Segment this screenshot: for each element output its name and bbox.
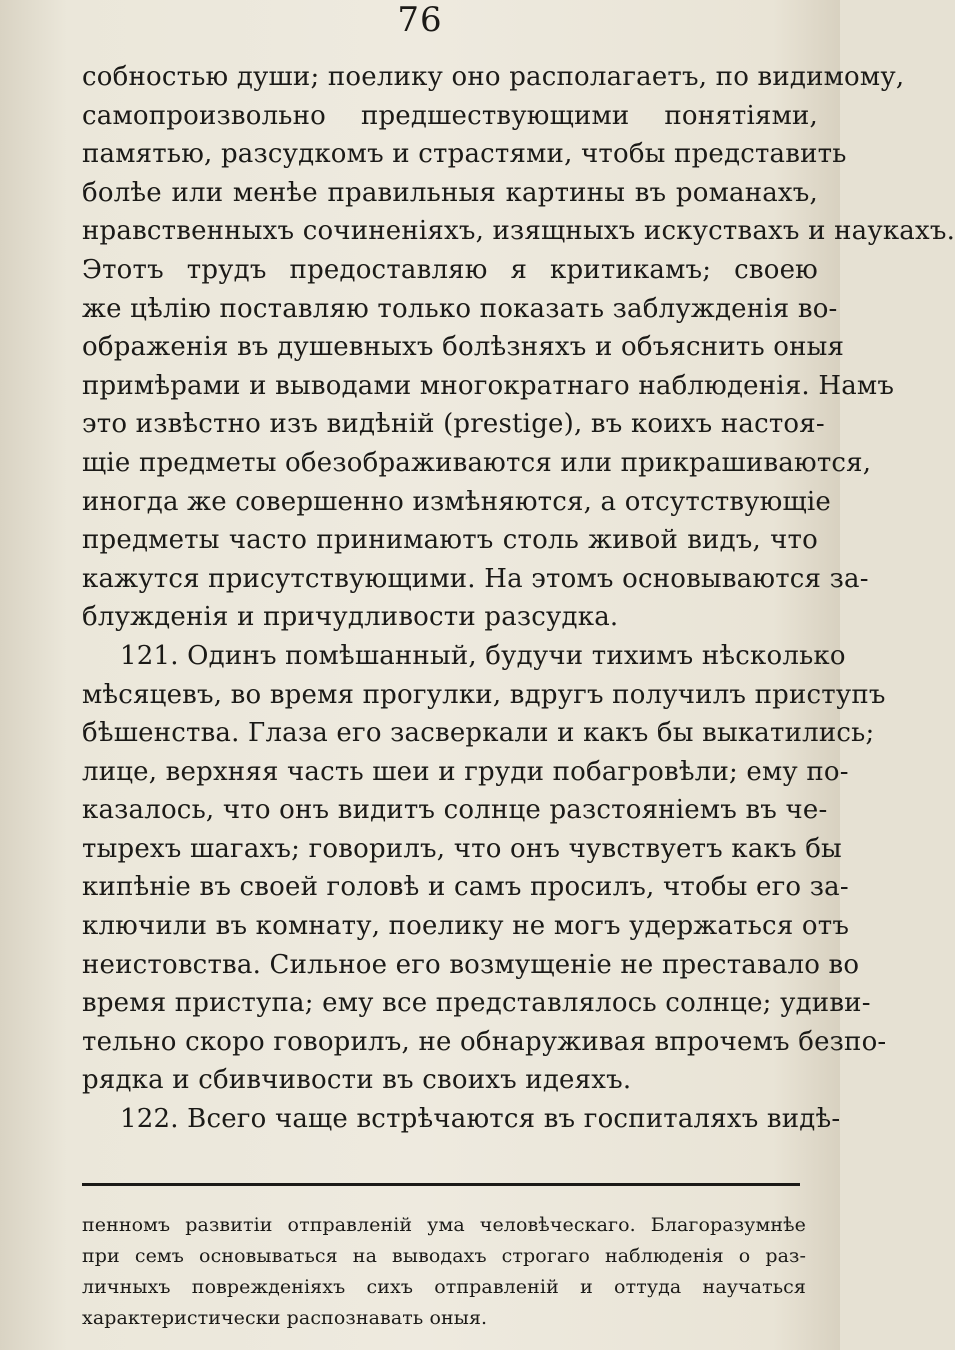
text-line: же цѣлію поставляю только показать заблужденія во- [82, 293, 838, 324]
text-line: памятью, разсудкомъ и страстями, чтобы представить [82, 139, 847, 170]
footnote-line: при семъ основываться на выводахъ строгаго наблюденія о раз- [82, 1245, 806, 1267]
text-line: тельно скоро говорилъ, не обнаруживая впрочемъ безпо- [82, 1026, 887, 1057]
text-line: собностью души; поелику оно располагаетъ, по видимому, [82, 62, 905, 92]
text-line: щіе предметы обезображиваются или прикрашиваются, [82, 447, 872, 478]
paragraph-121-start: 121. Одинъ помѣшанный, будучи тихимъ нѣсколько [120, 640, 846, 671]
text-line: тырехъ шагахъ; говорилъ, что онъ чувствуетъ какъ бы [82, 833, 842, 864]
text-line: рядка и сбивчивости въ своихъ идеяхъ. [82, 1065, 632, 1096]
footnote [82, 1210, 806, 1334]
text-line: самопроизвольно предшествующими понятіями, [82, 100, 818, 131]
text-line: предметы часто принимаютъ столь живой видъ, что [82, 525, 818, 556]
page-number: 76 [397, 0, 443, 40]
text-line: Этотъ трудъ предоставляю я критикамъ; своею [82, 254, 818, 285]
text-line: кажутся присутствующими. На этомъ основываются за- [82, 563, 869, 594]
text-line: лице, верхняя часть шеи и груди побагровѣли; ему по- [82, 756, 849, 787]
paragraph-122-start: 122. Всего чаще встрѣчаются въ госпиталяхъ видѣ- [120, 1104, 841, 1135]
text-line: бѣшенства. Глаза его засверкали и какъ бы выкатились; [82, 718, 875, 749]
footnote-line: характеристически распознавать оныя. [82, 1307, 488, 1329]
text-line: это извѣстно изъ видѣній (prestige), въ коихъ настоя- [82, 409, 825, 440]
text-line: блужденія и причудливости разсудка. [82, 602, 619, 633]
text-line: ображенія въ душевныхъ болѣзняхъ и объяснить оныя [82, 332, 845, 363]
text-line: болѣе или менѣе правильныя картины въ романахъ, [82, 177, 818, 208]
text-line: иногда же совершенно измѣняются, а отсутствующіе [82, 486, 831, 517]
text-line: ключили въ комнату, поелику не могъ удержаться отъ [82, 911, 850, 942]
text-line: казалось, что онъ видитъ солнце разстояніемъ въ че- [82, 795, 828, 826]
text-line: мѣсяцевъ, во время прогулки, вдругъ получилъ приступъ [82, 679, 886, 710]
text-line: кипѣніе въ своей головѣ и самъ просилъ, чтобы его за- [82, 872, 849, 903]
text-line: примѣрами и выводами многократнаго наблюденія. Намъ [82, 370, 895, 401]
footnote-line: личныхъ поврежденіяхъ сихъ отправленій и оттуда научаться [82, 1276, 806, 1298]
footnote-divider [82, 1183, 800, 1186]
body-text [82, 58, 955, 1139]
text-line: нравственныхъ сочиненіяхъ, изящныхъ искуствахъ и наукахъ. [82, 216, 955, 247]
text-line: время приступа; ему все представлялось солнце; удиви- [82, 988, 871, 1019]
text-line: неистовства. Сильное его возмущеніе не преставало во [82, 949, 860, 980]
footnote-line: пенномъ развитіи отправленій ума человѣческаго. Благоразумнѣе [82, 1214, 806, 1236]
